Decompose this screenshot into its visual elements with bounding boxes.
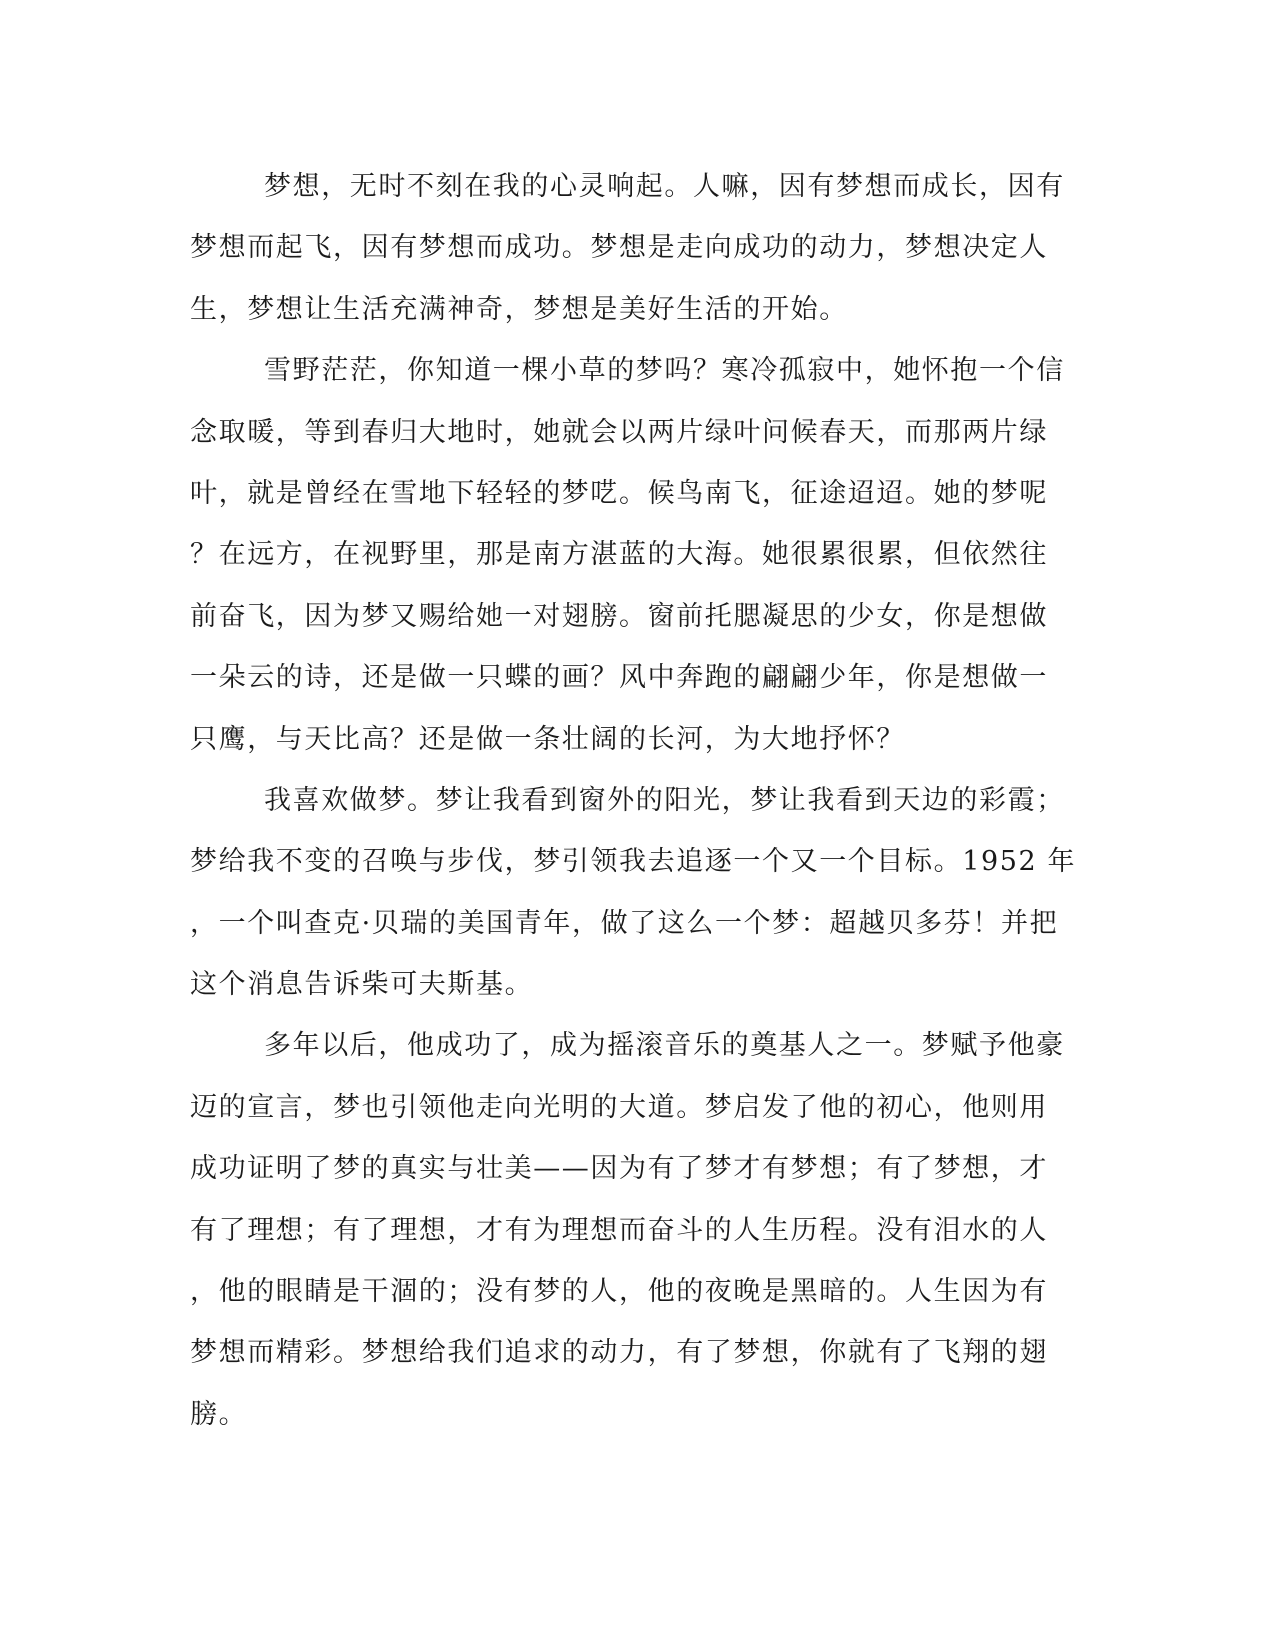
paragraph-4 [190, 1015, 1070, 1445]
paragraph-line: 有了理想；有了理想，才有为理想而奋斗的人生历程。没有泪水的人 [190, 1214, 1048, 1246]
paragraph-line: 生，梦想让生活充满神奇，梦想是美好生活的开始。 [190, 293, 848, 325]
paragraph-line: 我喜欢做梦。梦让我看到窗外的阳光，梦让我看到天边的彩霞； [264, 784, 1065, 816]
paragraph-line: 梦想，无时不刻在我的心灵响起。人嘛，因有梦想而成长，因有 [264, 171, 1065, 202]
paragraph-line: 一朵云的诗，还是做一只蝶的画？风中奔跑的翩翩少年，你是想做一 [190, 662, 1048, 694]
paragraph-1 [190, 156, 1070, 340]
paragraph-line: 念取暖，等到春归大地时，她就会以两片绿叶问候春天，而那两片绿 [190, 416, 1048, 448]
paragraph-line: ，一个叫查克·贝瑞的美国青年，做了这么一个梦：超越贝多芬！并把 [190, 907, 1059, 939]
paragraph-3 [190, 770, 1077, 1016]
paragraph-line: 迈的宣言，梦也引领他走向光明的大道。梦启发了他的初心，他则用 [190, 1091, 1048, 1123]
paragraph-line: 梦想而精彩。梦想给我们追求的动力，有了梦想，你就有了飞翔的翅 [190, 1337, 1048, 1369]
paragraph-line: 成功证明了梦的真实与壮美——因为有了梦才有梦想；有了梦想，才 [190, 1153, 1048, 1185]
paragraph-line: 叶，就是曾经在雪地下轻轻的梦呓。候鸟南飞，征途迢迢。她的梦呢 [190, 477, 1048, 509]
paragraph-2 [190, 340, 1070, 770]
paragraph-line: 多年以后，他成功了，成为摇滚音乐的奠基人之一。梦赋予他豪 [264, 1030, 1065, 1062]
paragraph-line: 前奋飞，因为梦又赐给她一对翅膀。窗前托腮凝思的少女，你是想做 [190, 600, 1048, 632]
paragraph-line: ？在远方，在视野里，那是南方湛蓝的大海。她很累很累，但依然往 [190, 539, 1048, 571]
paragraph-line: 梦想而起飞，因有梦想而成功。梦想是走向成功的动力，梦想决定人 [190, 232, 1048, 264]
paragraph-line: 梦给我不变的召唤与步伐，梦引领我去追逐一个又一个目标。1952 年 [190, 846, 1077, 878]
paragraph-line: 这个消息告诉柴可夫斯基。 [190, 969, 534, 1001]
paragraph-line: ，他的眼睛是干涸的；没有梦的人，他的夜晚是黑暗的。人生因为有 [190, 1276, 1048, 1308]
document-body [190, 156, 1077, 1445]
paragraph-line: 膀。 [190, 1398, 248, 1430]
paragraph-line: 雪野茫茫，你知道一棵小草的梦吗？寒冷孤寂中，她怀抱一个信 [264, 355, 1065, 387]
paragraph-line: 只鹰，与天比高？还是做一条壮阔的长河，为大地抒怀？ [190, 723, 905, 755]
